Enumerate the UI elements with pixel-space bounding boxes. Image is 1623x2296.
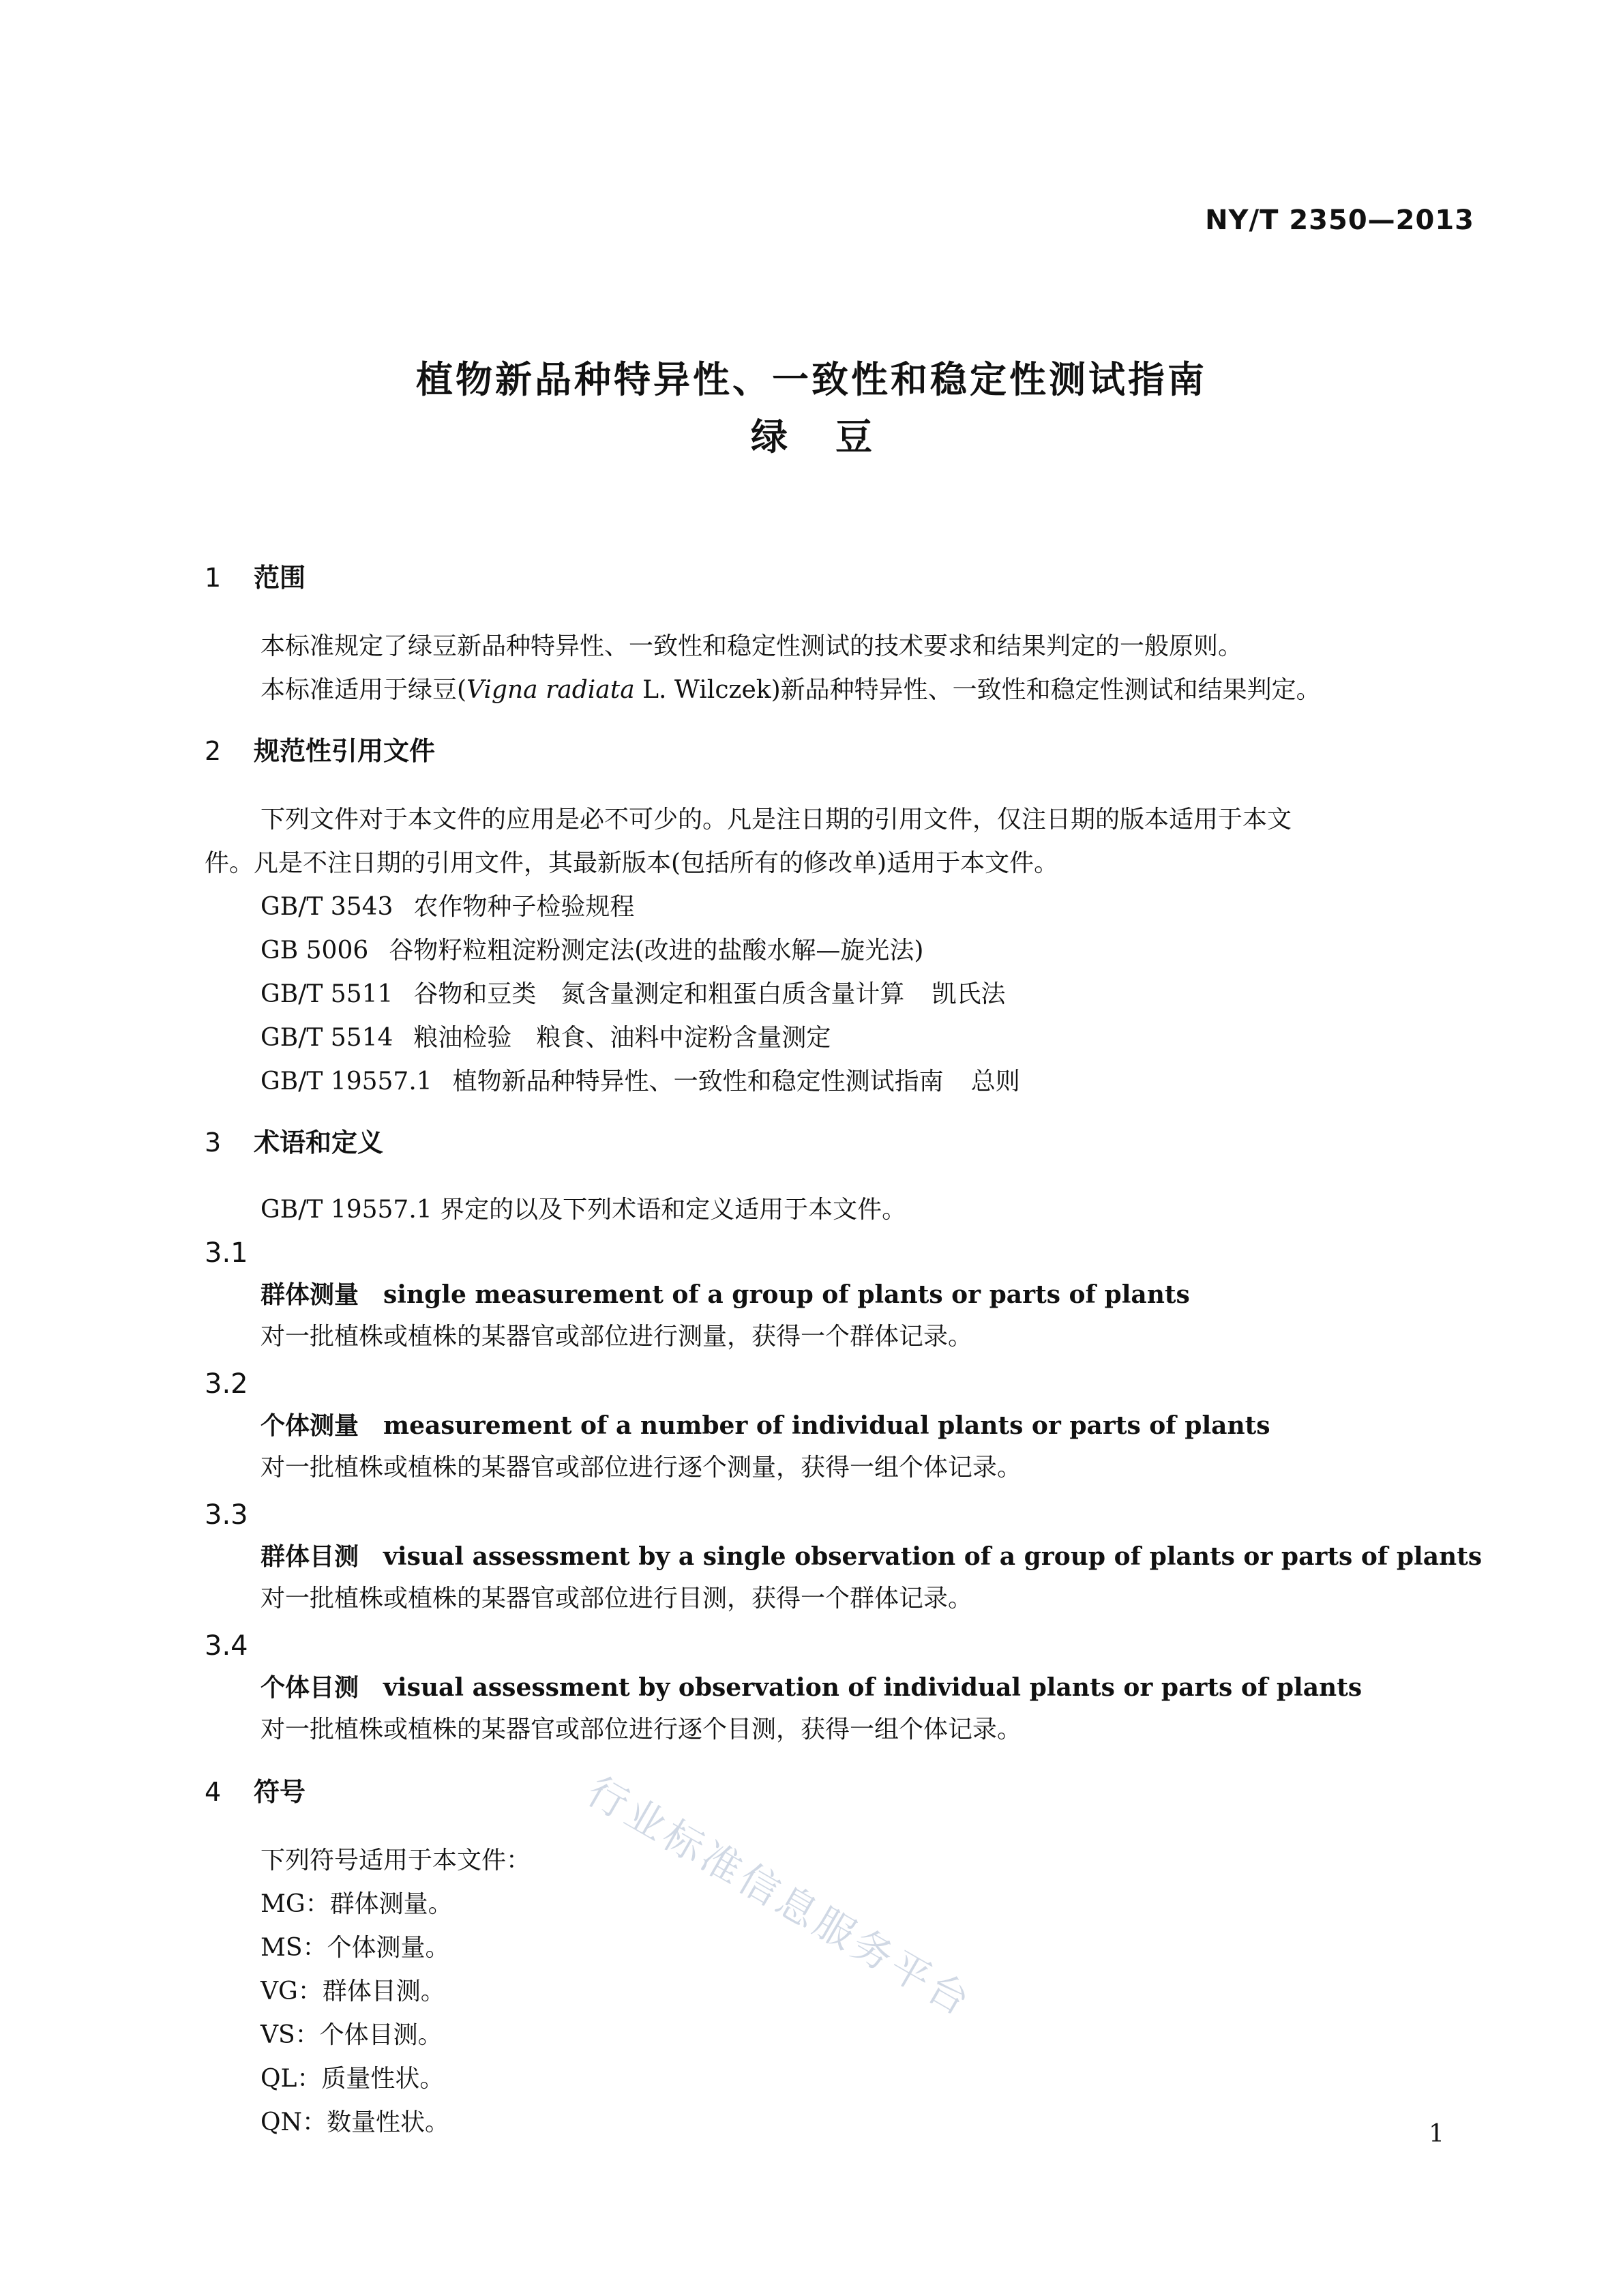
reference-item [260, 978, 1005, 1011]
document-title: 植物新品种特异性、一致性和稳定性测试指南 [416, 358, 1207, 401]
term-heading [260, 1671, 1362, 1705]
term-chinese: 群体目测 [260, 1543, 359, 1571]
term-definition: 对一批植株或植株的某器官或部位进行逐个测量，获得一组个体记录。 [260, 1454, 1022, 1482]
section-3-intro: GB/T 19557.1 界定的以及下列术语和定义适用于本文件。 [260, 1196, 907, 1224]
term-number: 3.3 [205, 1499, 248, 1531]
term-chinese: 个体测量 [260, 1412, 359, 1440]
section-1-heading [205, 561, 306, 595]
term-chinese: 个体目测 [260, 1674, 359, 1702]
section-1-paragraph-1: 本标准规定了绿豆新品种特异性、一致性和稳定性测试的技术要求和结果判定的一般原则。 [260, 632, 1243, 660]
term-number: 3.2 [205, 1368, 248, 1400]
section-2-intro-line-1: 下列文件对于本文件的应用是必不可少的。凡是注日期的引用文件，仅注日期的版本适用于本文 [260, 806, 1292, 834]
reference-title: 谷物和豆类 氮含量测定和粗蛋白质含量计算 [413, 980, 905, 1008]
reference-title: 农作物种子检验规程 [413, 893, 635, 921]
reference-item [260, 934, 923, 967]
section-4-intro: 下列符号适用于本文件： [260, 1846, 531, 1874]
term-definition: 对一批植株或植株的某器官或部位进行目测，获得一个群体记录。 [260, 1585, 973, 1613]
term-number: 3.1 [205, 1237, 248, 1269]
latin-name: Vigna radiata [466, 676, 635, 704]
section-3-heading [205, 1125, 383, 1160]
reference-title: 谷物籽粒粗淀粉测定法(改进的盐酸水解—旋光法) [389, 937, 924, 965]
section-number: 4 [205, 1777, 222, 1807]
section-4-heading [205, 1775, 306, 1809]
document-number: NY/T 2350—2013 [1205, 205, 1474, 236]
section-number: 3 [205, 1128, 222, 1158]
term-english: measurement of a number of individual plants or parts of plants [383, 1411, 1270, 1440]
section-title: 范围 [254, 563, 306, 593]
section-2-heading [205, 734, 435, 768]
symbol-item: MG：群体测量。 [260, 1890, 453, 1918]
reference-code: GB/T 5514 [260, 1024, 393, 1052]
symbol-item: MS：个体测量。 [260, 1934, 450, 1962]
page-number: 1 [1429, 2120, 1444, 2148]
reference-item [260, 1065, 1020, 1098]
section-number: 2 [205, 736, 222, 766]
reference-code: GB/T 5511 [260, 980, 393, 1008]
reference-title: 植物新品种特异性、一致性和稳定性测试指南 [452, 1068, 944, 1095]
reference-code: GB 5006 [260, 937, 369, 965]
section-title: 符号 [254, 1777, 306, 1807]
term-english: single measurement of a group of plants or parts of plants [383, 1280, 1190, 1309]
symbol-item: VG：群体目测。 [260, 1977, 445, 2005]
term-chinese: 群体测量 [260, 1281, 359, 1309]
section-title: 术语和定义 [254, 1128, 384, 1158]
term-heading [260, 1540, 1482, 1574]
reference-code: GB/T 19557.1 [260, 1068, 432, 1095]
section-number: 1 [205, 563, 222, 593]
section-1-paragraph-2 [260, 674, 1321, 707]
watermark: 行业标准信息服务平台 [579, 1767, 981, 2027]
term-number: 3.4 [205, 1630, 248, 1662]
term-definition: 对一批植株或植株的某器官或部位进行测量，获得一个群体记录。 [260, 1323, 973, 1351]
reference-code: GB/T 3543 [260, 893, 393, 921]
symbol-item: VS：个体目测。 [260, 2021, 443, 2049]
paragraph-text: L. Wilczek)新品种特异性、一致性和稳定性测试和结果判定。 [634, 676, 1321, 704]
term-english: visual assessment by observation of individual plants or parts of plants [383, 1673, 1363, 1702]
reference-item [260, 1022, 831, 1055]
reference-extra: 总则 [970, 1068, 1020, 1095]
term-heading [260, 1278, 1190, 1312]
symbol-item: QN：数量性状。 [260, 2108, 450, 2136]
term-definition: 对一批植株或植株的某器官或部位进行逐个目测，获得一组个体记录。 [260, 1716, 1022, 1743]
reference-item [260, 891, 634, 924]
term-english: visual assessment by a single observation of a group of plants or parts of plants [383, 1542, 1483, 1571]
paragraph-text: 本标准适用于绿豆( [260, 676, 467, 704]
section-2-intro-line-2: 件。凡是不注日期的引用文件，其最新版本(包括所有的修改单)适用于本文件。 [205, 849, 1059, 877]
reference-extra: 凯氏法 [932, 980, 1006, 1008]
document-subtitle: 绿豆 [751, 415, 920, 458]
term-heading [260, 1409, 1270, 1443]
reference-title: 粮油检验 粮食、油料中淀粉含量测定 [413, 1024, 831, 1052]
symbol-item: QL：质量性状。 [260, 2065, 445, 2093]
section-title: 规范性引用文件 [254, 736, 436, 766]
